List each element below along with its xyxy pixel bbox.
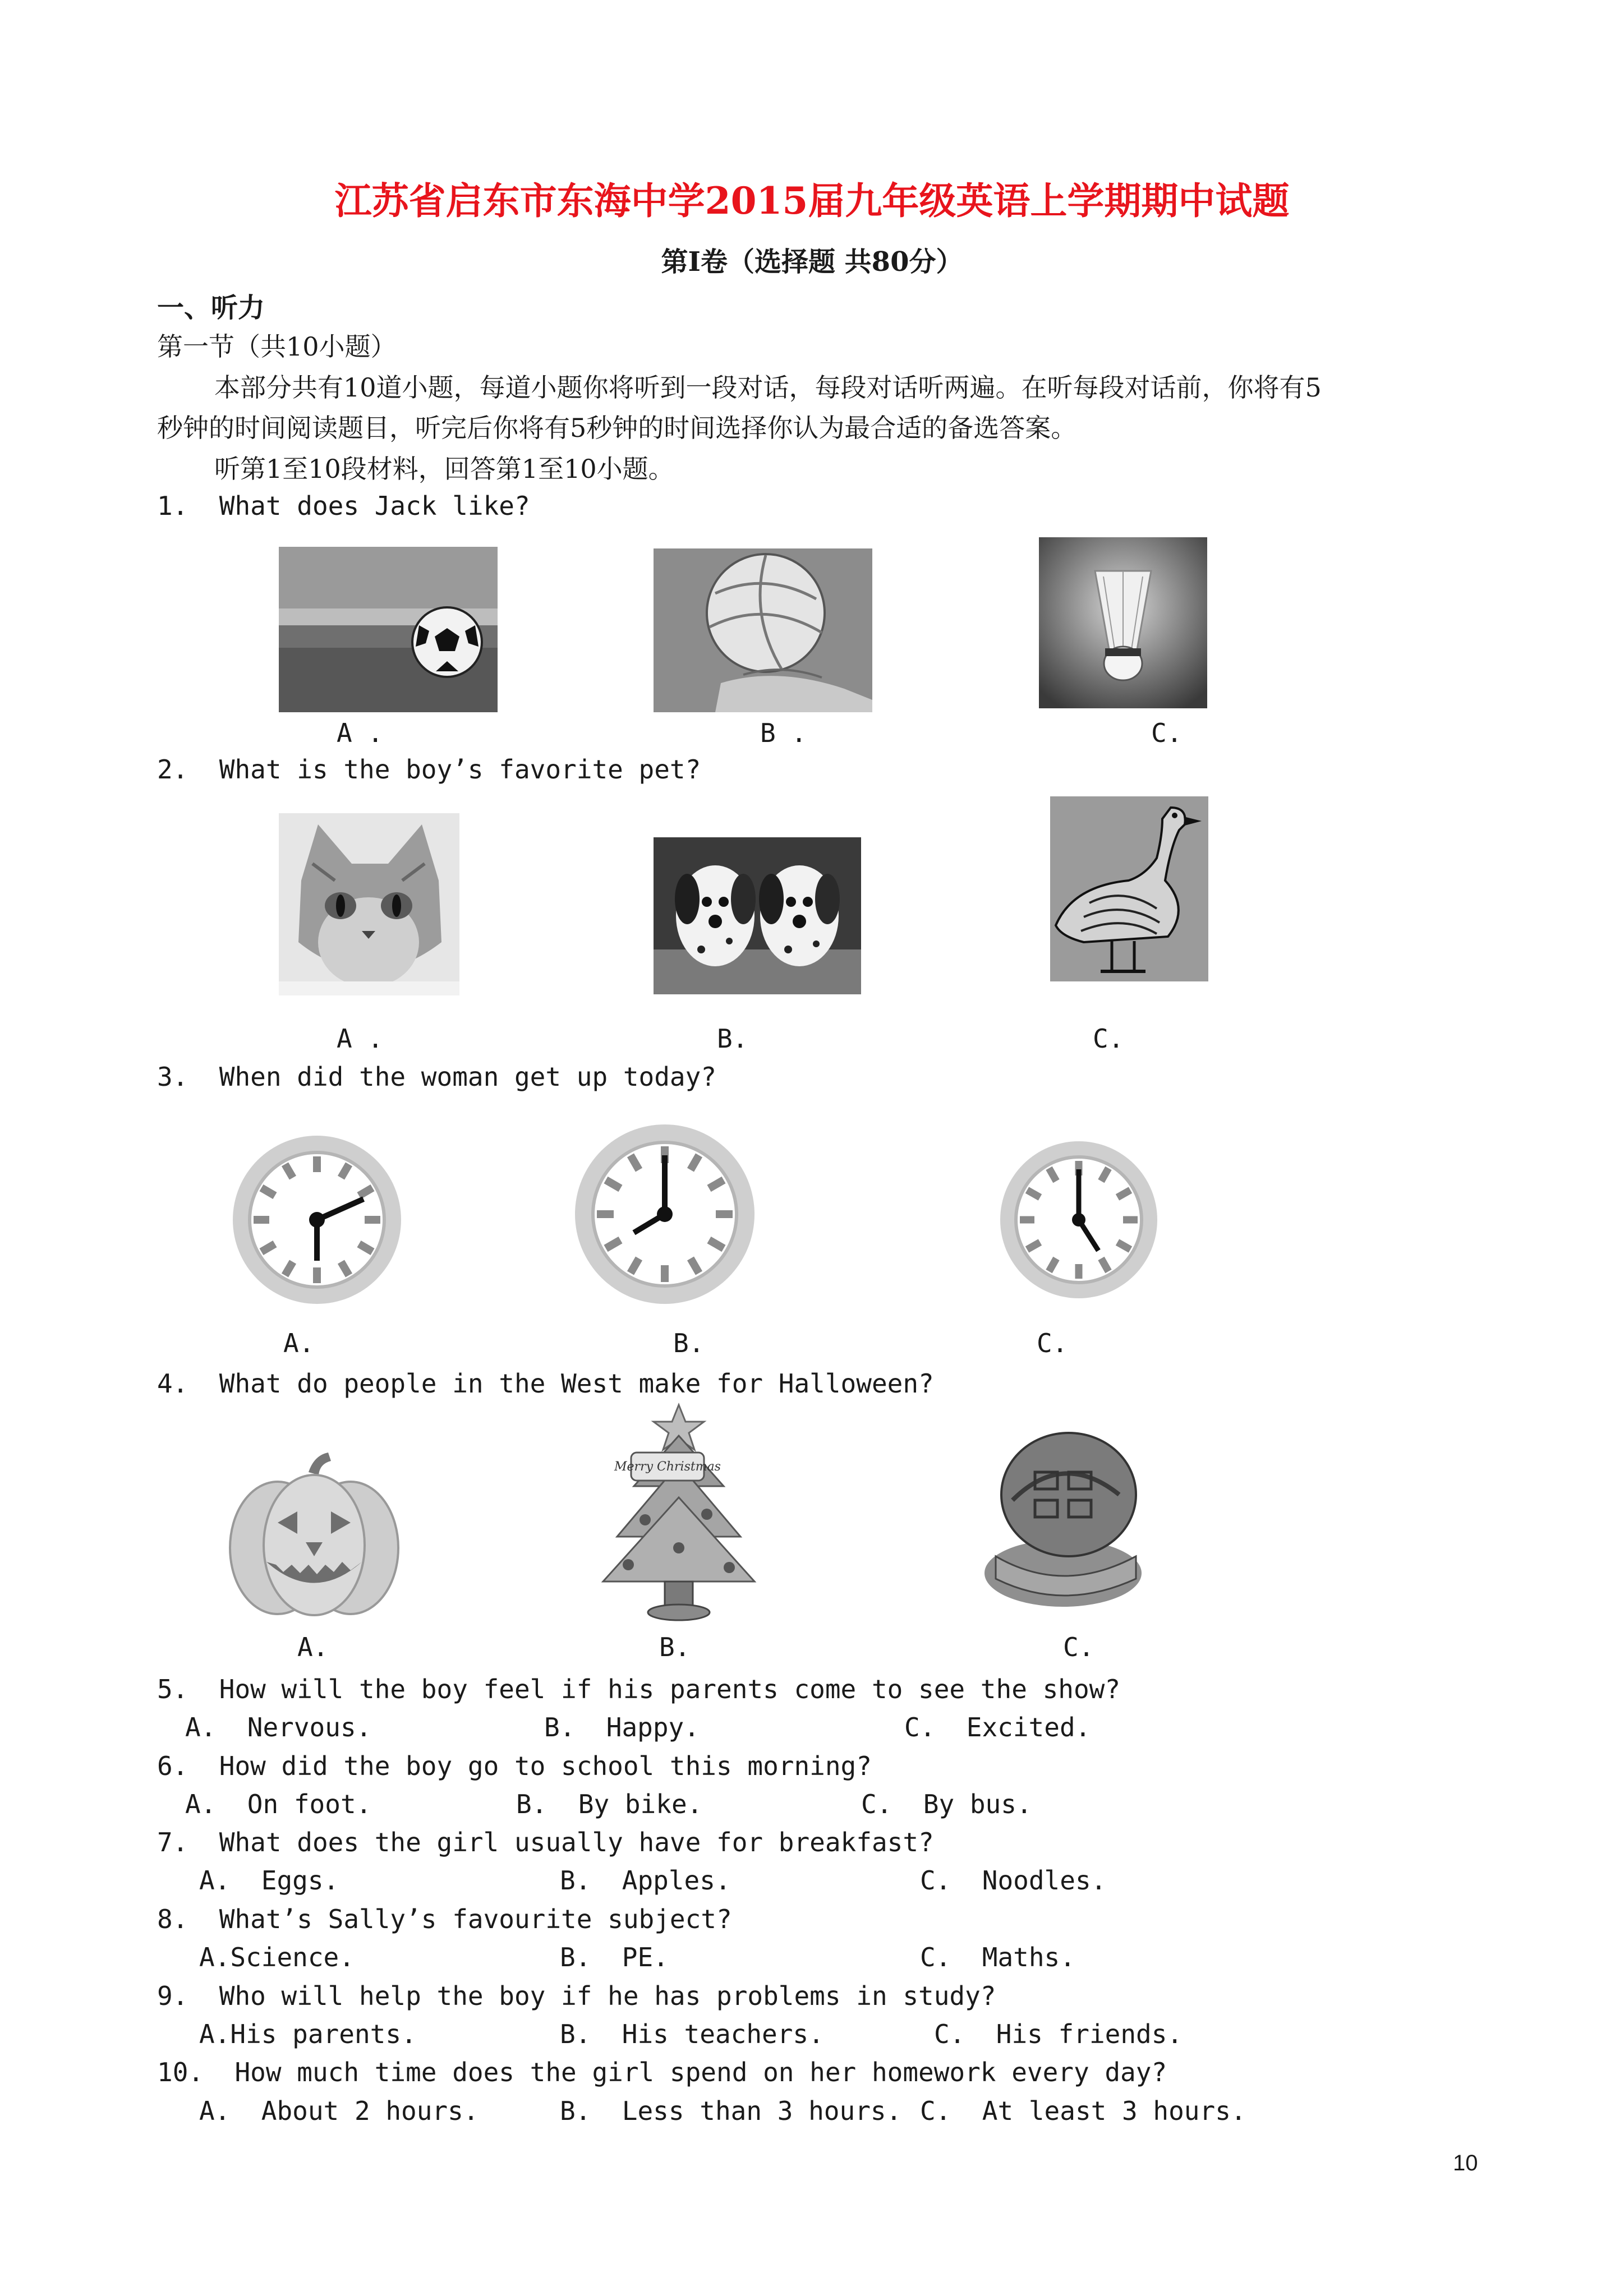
dalmatian-dogs-icon bbox=[654, 837, 861, 994]
q9-option-c: C. His friends. bbox=[934, 2019, 1183, 2049]
pumpkin-icon bbox=[224, 1450, 404, 1618]
shuttlecock-icon bbox=[1039, 537, 1207, 708]
q4-option-b-label: B. bbox=[659, 1632, 691, 1662]
q2-option-a-label: A . bbox=[337, 1023, 384, 1054]
q5-option-c: C. Excited. bbox=[904, 1712, 1091, 1742]
instruction-line-3: 听第1至10段材料，回答第1至10小题。 bbox=[214, 454, 674, 484]
q1-option-b-label: B . bbox=[760, 718, 807, 748]
question-2: 2. What is the boy’s favorite pet? bbox=[157, 754, 701, 785]
cat-icon bbox=[279, 813, 459, 995]
section-heading: 一、听力 bbox=[157, 292, 265, 324]
question-4: 4. What do people in the West make for Halloween? bbox=[157, 1368, 934, 1399]
question-8: 8. What’s Sally’s favourite subject? bbox=[157, 1904, 732, 1934]
q6-option-b: B. By bike. bbox=[516, 1789, 703, 1819]
q1-option-c-label: C. bbox=[1151, 718, 1183, 748]
q8-option-a: A.Science. bbox=[199, 1942, 355, 1972]
q4-option-c-label: C. bbox=[1063, 1632, 1094, 1662]
q5-option-b: B. Happy. bbox=[544, 1712, 700, 1742]
soccer-ball-icon bbox=[279, 547, 498, 712]
q2-option-c-label: C. bbox=[1093, 1023, 1124, 1054]
christmas-tree-icon bbox=[595, 1402, 763, 1624]
paper-subtitle: 第Ⅰ卷（选择题 共80分） bbox=[661, 246, 963, 278]
volleyball-icon bbox=[654, 548, 872, 712]
mooncake-icon bbox=[979, 1427, 1147, 1612]
question-9: 9. Who will help the boy if he has problems in study? bbox=[157, 1981, 996, 2011]
q2-option-b-label: B. bbox=[717, 1023, 748, 1054]
instruction-line-2: 秒钟的时间阅读题目，听完后你将有5秒钟的时间选择你认为最合适的备选答案。 bbox=[157, 413, 1077, 443]
q8-option-c: C. Maths. bbox=[920, 1942, 1075, 1972]
question-6: 6. How did the boy go to school this morning? bbox=[157, 1751, 872, 1781]
q10-option-c: C. At least 3 hours. bbox=[920, 2096, 1246, 2126]
tree-banner-text: Merry Christmas bbox=[614, 1460, 721, 1474]
q3-option-b-label: B. bbox=[673, 1328, 705, 1358]
question-10: 10. How much time does the girl spend on her homework every day? bbox=[157, 2057, 1167, 2087]
q3-option-c-label: C. bbox=[1037, 1328, 1068, 1358]
q9-option-b: B. His teachers. bbox=[560, 2019, 824, 2049]
clock-icon bbox=[572, 1122, 757, 1307]
question-5: 5. How will the boy feel if his parents come to see the show? bbox=[157, 1674, 1121, 1704]
part-heading: 第一节（共10小题） bbox=[157, 331, 397, 362]
q1-option-a-label: A . bbox=[337, 718, 384, 748]
q4-option-a-label: A. bbox=[297, 1632, 329, 1662]
q9-option-a: A.His parents. bbox=[199, 2019, 417, 2049]
goose-icon bbox=[1050, 796, 1208, 981]
question-3: 3. When did the woman get up today? bbox=[157, 1062, 716, 1092]
question-7: 7. What does the girl usually have for breakfast? bbox=[157, 1827, 934, 1857]
instruction-line-1: 本部分共有10道小题，每道小题你将听到一段对话，每段对话听两遍。在听每段对话前，你将有5 bbox=[214, 372, 1322, 403]
q7-option-a: A. Eggs. bbox=[199, 1865, 339, 1896]
q5-option-a: A. Nervous. bbox=[185, 1712, 372, 1742]
clock-icon bbox=[230, 1133, 404, 1307]
page-number: 10 bbox=[1453, 2151, 1478, 2175]
q6-option-a: A. On foot. bbox=[185, 1789, 372, 1819]
q10-option-a: A. About 2 hours. bbox=[199, 2096, 479, 2126]
q7-option-c: C. Noodles. bbox=[920, 1865, 1107, 1896]
q10-option-b: B. Less than 3 hours. bbox=[560, 2096, 902, 2126]
clock-icon bbox=[997, 1138, 1160, 1301]
q8-option-b: B. PE. bbox=[560, 1942, 669, 1972]
q7-option-b: B. Apples. bbox=[560, 1865, 731, 1896]
q6-option-c: C. By bus. bbox=[861, 1789, 1032, 1819]
q3-option-a-label: A. bbox=[283, 1328, 315, 1358]
document-title: 江苏省启东市东海中学2015届九年级英语上学期期中试题 bbox=[334, 179, 1290, 223]
question-1: 1. What does Jack like? bbox=[157, 491, 530, 521]
